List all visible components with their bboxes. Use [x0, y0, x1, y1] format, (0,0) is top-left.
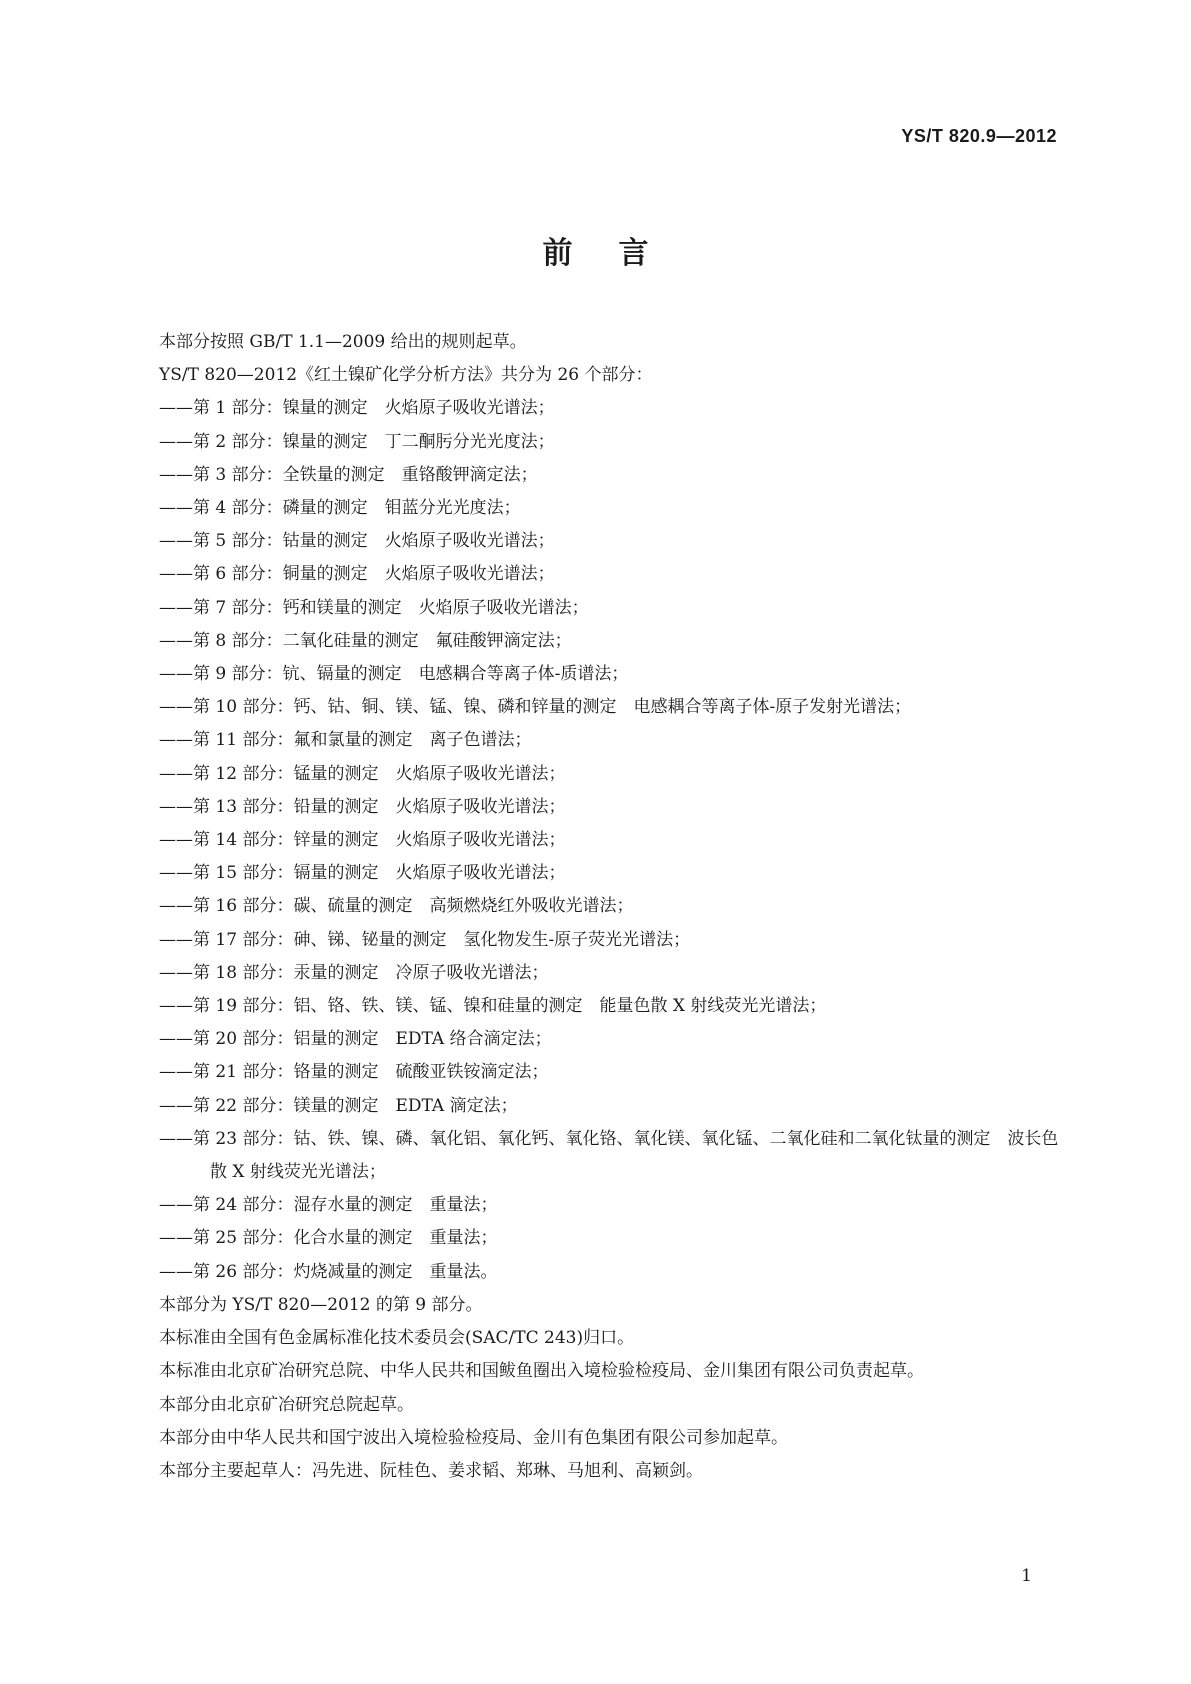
- part-list-item: ——第 17 部分：砷、锑、铋量的测定 氢化物发生-原子荧光光谱法；: [159, 929, 691, 950]
- closing-paragraph: 本标准由全国有色金属标准化技术委员会(SAC/TC 243)归口。: [159, 1328, 635, 1349]
- part-list-item: ——第 6 部分：铜量的测定 火焰原子吸收光谱法；: [159, 564, 555, 585]
- page-title: 前言: [542, 236, 695, 271]
- closing-paragraph: 本部分主要起草人：冯先进、阮桂色、姜求韬、郑琳、马旭利、高颖剑。: [159, 1460, 703, 1481]
- part-list-item: ——第 24 部分：湿存水量的测定 重量法；: [159, 1195, 498, 1216]
- part-list-item: ——第 1 部分：镍量的测定 火焰原子吸收光谱法；: [159, 398, 555, 419]
- closing-paragraph: 本部分由北京矿冶研究总院起草。: [159, 1394, 414, 1415]
- part-list-item: ——第 10 部分：钙、钴、铜、镁、锰、镍、磷和锌量的测定 电感耦合等离子体-原子发射光谱法；: [159, 697, 912, 718]
- part-list-item: ——第 23 部分：钴、铁、镍、磷、氧化铝、氧化钙、氧化铬、氧化镁、氧化锰、二氧化硅和二氧化钛量的测定 波长色散 X 射线荧光光谱法；: [159, 1128, 1059, 1183]
- part-list-item: ——第 20 部分：铝量的测定 EDTA 络合滴定法；: [159, 1029, 552, 1050]
- intro-paragraph: 本部分按照 GB/T 1.1—2009 给出的规则起草。: [159, 332, 527, 352]
- part-list-item: ——第 3 部分：全铁量的测定 重铬酸钾滴定法；: [159, 464, 538, 485]
- part-list-item: ——第 13 部分：铅量的测定 火焰原子吸收光谱法；: [159, 796, 566, 817]
- part-list-item: ——第 4 部分：磷量的测定 钼蓝分光光度法；: [159, 498, 521, 519]
- part-list-item: ——第 11 部分：氟和氯量的测定 离子色谱法；: [159, 730, 532, 751]
- part-list-item: ——第 22 部分：镁量的测定 EDTA 滴定法；: [159, 1095, 518, 1116]
- part-list-item: ——第 26 部分：灼烧减量的测定 重量法。: [159, 1261, 498, 1282]
- part-list-item: ——第 8 部分：二氧化硅量的测定 氟硅酸钾滴定法；: [159, 630, 572, 651]
- part-list-item: ——第 21 部分：铬量的测定 硫酸亚铁铵滴定法；: [159, 1062, 549, 1083]
- foreword-body: [125, 326, 1060, 1488]
- part-list-item: ——第 25 部分：化合水量的测定 重量法；: [159, 1228, 498, 1249]
- part-list-item: ——第 14 部分：锌量的测定 火焰原子吸收光谱法；: [159, 830, 566, 851]
- part-list-item: ——第 7 部分：钙和镁量的测定 火焰原子吸收光谱法；: [159, 597, 589, 618]
- page-number: 1: [1021, 1566, 1032, 1586]
- part-list-item: ——第 12 部分：锰量的测定 火焰原子吸收光谱法；: [159, 763, 566, 784]
- part-list-item: ——第 9 部分：钪、镉量的测定 电感耦合等离子体-质谱法；: [159, 664, 629, 685]
- part-list-item: ——第 2 部分：镍量的测定 丁二酮肟分光光度法；: [159, 431, 555, 452]
- part-list-item: ——第 16 部分：碳、硫量的测定 高频燃烧红外吸收光谱法；: [159, 896, 634, 917]
- closing-paragraph: 本部分由中华人民共和国宁波出入境检验检疫局、金川有色集团有限公司参加起草。: [159, 1427, 788, 1448]
- intro-paragraph: YS/T 820—2012《红土镍矿化学分析方法》共分为 26 个部分：: [159, 365, 653, 386]
- part-list-item: ——第 5 部分：钴量的测定 火焰原子吸收光谱法；: [159, 531, 555, 552]
- part-list-item: ——第 19 部分：铝、铬、铁、镁、锰、镍和硅量的测定 能量色散 X 射线荧光光谱法；: [159, 996, 827, 1017]
- closing-paragraph: 本部分为 YS/T 820—2012 的第 9 部分。: [159, 1294, 483, 1315]
- part-list-item: ——第 18 部分：汞量的测定 冷原子吸收光谱法；: [159, 962, 549, 983]
- part-list-item: ——第 15 部分：镉量的测定 火焰原子吸收光谱法；: [159, 863, 566, 884]
- standard-code: YS/T 820.9—2012: [901, 126, 1057, 146]
- closing-paragraph: 本标准由北京矿冶研究总院、中华人民共和国鲅鱼圈出入境检验检疫局、金川集团有限公司负责起草。: [159, 1361, 924, 1382]
